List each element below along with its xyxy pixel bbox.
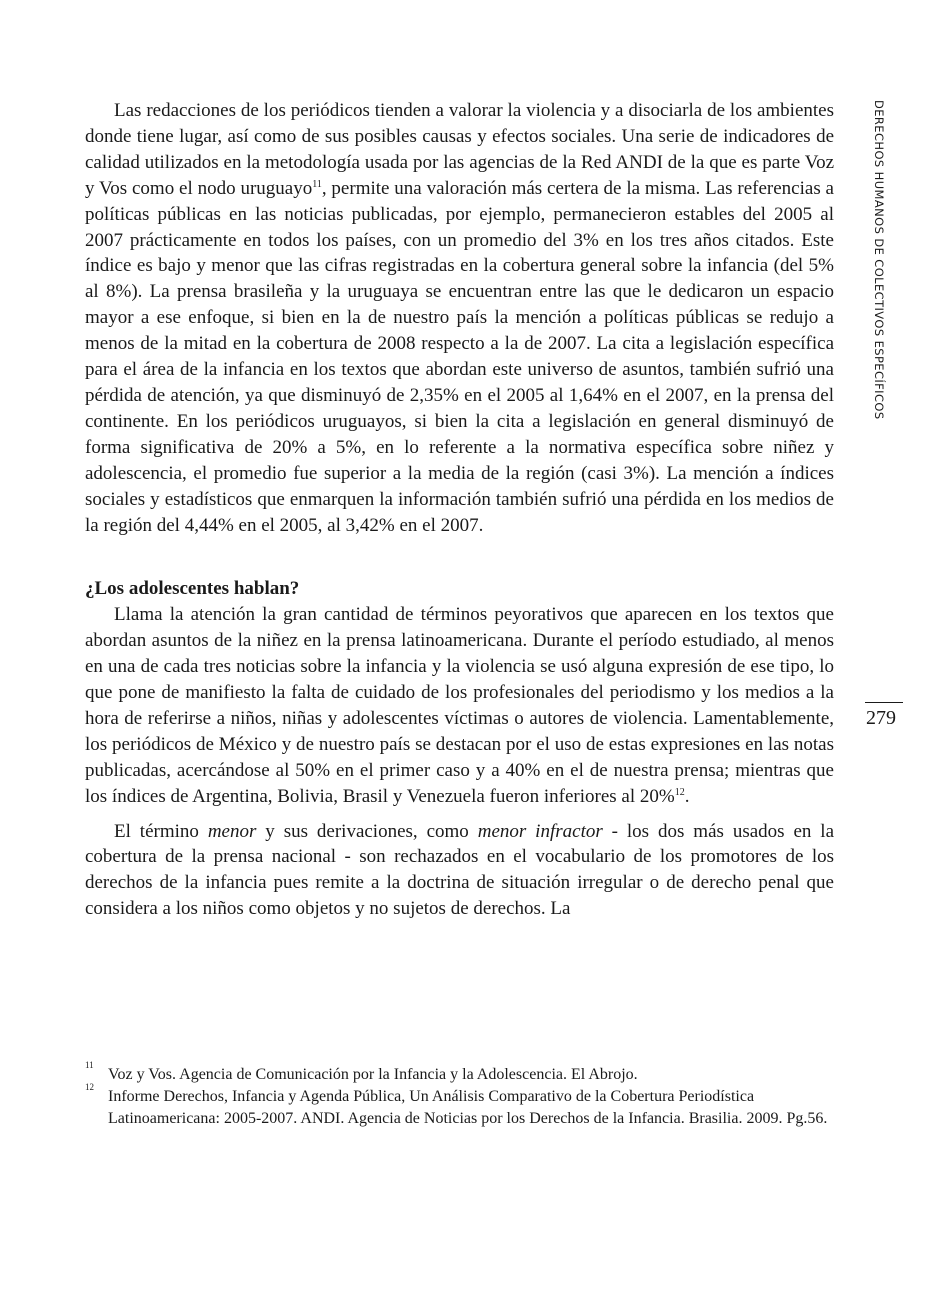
footnote-12 bbox=[85, 1082, 834, 1130]
paragraph-2 bbox=[85, 602, 834, 809]
paragraph-1-text-a: Las redacciones de los periódicos tienden a valorar la violencia y a disociarla de los ambientes donde tiene lugar, así como de sus posibles causas y efectos sociales. Una serie de indicadores de calidad utilizados en la metodología usada por las agencias de la Red ANDI de la que es parte Voz y Vos como el nodo uruguayo bbox=[85, 100, 834, 199]
footnotes bbox=[85, 1060, 834, 1130]
footnote-text: Voz y Vos. Agencia de Comunicación por la Infancia y la Adolescencia. El Abrojo. bbox=[108, 1066, 638, 1083]
running-header-text: DERECHOS HUMANOS DE COLECTIVOS ESPECÍFICOS bbox=[872, 100, 886, 420]
page-number-rule bbox=[865, 702, 903, 703]
paragraph-1-text-b: , permite una valoración más certera de la misma. Las referencias a políticas públicas en las noticias publicadas, por ejemplo, permanecieron estables del 2005 al 2007 prácticamente en todos los países, con un promedio del 3% en los tres años citados. Este índice es bajo y menor que las cifras registradas en la cobertura general sobre la infancia (del 5% al 8%). La prensa brasileña y la uruguaya se encuentran entre las que le dedicaron un espacio mayor a ese enfoque, si bien en la de nuestro país la mención a políticas públicas se redujo a menos de la mitad en la cobertura de 2008 respecto a la de 2007. La cita a legislación específica para el área de la infancia en los textos que abordan este universo de asuntos, también sufrió una pérdida de atención, ya que disminuyó de 2,35% en el 2005 al 1,64% en el 2007, en la prensa del continente. En los periódicos uruguayos, si bien la cita a legislación en general disminuyó de forma significativa de 20% a 5%, en lo referente a la normativa específica sobre niñez y adolescencia, el promedio fue superior a la media de la región (casi 3%). La mención a índices sociales y estadísticos que enmarquen la información también sufrió una pérdida en los medios de la región del 4,44% en el 2005, al 3,42% en el 2007. bbox=[85, 177, 834, 536]
page-number: 279 bbox=[866, 707, 896, 729]
paragraph-3-text-c: - los dos más usados en la cobertura de la prensa nacional - son rechazados en el vocabulario de los promotores de los derechos de la infancia pues remite a la doctrina de situación irregular o de derecho penal que considera a los niños como objetos y no sujetos de derechos. La bbox=[85, 820, 835, 920]
paragraph-3 bbox=[85, 819, 834, 923]
paragraph-3-text-b: y sus derivaciones, como bbox=[256, 820, 478, 842]
paragraph-2-text-a: Llama la atención la gran cantidad de términos peyorativos que aparecen en los textos que abordan asuntos de la niñez en la prensa latinoamericana. Durante el período estudiado, al menos en una de cada tres noticias sobre la infancia y la violencia se usó alguna expresión de ese tipo, lo que pone de manifiesto la falta de cuidado de los profesionales del periodismo y los medios a la hora de referirse a niños, niñas y adolescentes víctimas o autores de violencia. Lamentablemente, los periódicos de México y de nuestro país se destacan por el uso de estas expresiones en las notas publicadas, acercándose al 50% en el primer caso y a 40% en el de nuestra prensa; mientras que los índices de Argentina, Bolivia, Brasil y Venezuela fueron inferiores al 20% bbox=[85, 604, 834, 807]
footnote-ref-12[interactable]: 12 bbox=[674, 786, 685, 798]
footnote-number: 11 bbox=[85, 1060, 94, 1070]
running-header bbox=[870, 100, 886, 440]
paragraph-1 bbox=[85, 98, 834, 538]
term-menor-infractor: menor infractor bbox=[477, 820, 603, 842]
paragraph-3-text-a: El término bbox=[114, 820, 208, 842]
section-gap bbox=[85, 538, 834, 570]
footnote-ref-11[interactable]: 11 bbox=[312, 178, 322, 190]
body-text bbox=[85, 98, 834, 922]
footnote-number: 12 bbox=[85, 1082, 94, 1092]
footnote-11 bbox=[85, 1060, 834, 1086]
footnote-text: Informe Derechos, Infancia y Agenda Pública, Un Análisis Comparativo de la Cobertura Periodística Latinoamericana: 2005-2007. ANDI. Agencia de Noticias por los Derechos de la Infancia. Brasilia. 2009. Pg.56. bbox=[108, 1088, 828, 1127]
paragraph-2-text-b: . bbox=[684, 785, 690, 807]
term-menor: menor bbox=[207, 820, 257, 842]
section-heading: ¿Los adolescentes hablan? bbox=[85, 578, 300, 600]
